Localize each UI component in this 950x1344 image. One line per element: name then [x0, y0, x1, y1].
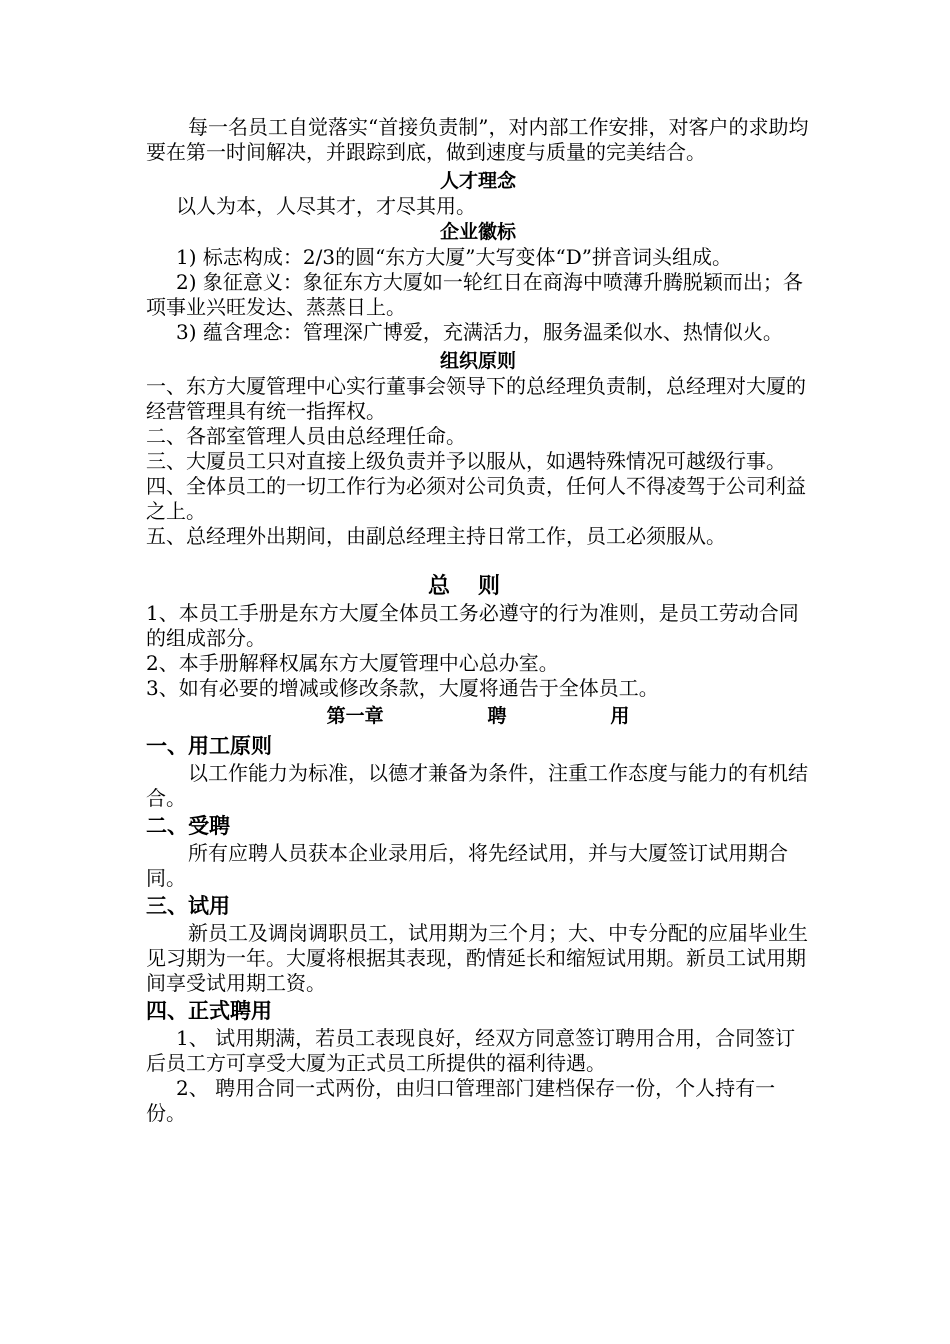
section-heading: 一、用工原则 — [146, 734, 272, 758]
emblem-item: 1) 标志构成：2/3的圆“东方大厦”大写变体“D”拼音词头组成。 — [176, 245, 733, 269]
emblem-item: 3) 蕴含理念：管理深广博爱，充满活力，服务温柔似水、热情似火。 — [176, 320, 783, 344]
section-heading: 三、试用 — [146, 894, 230, 918]
emblem-item: 2) 象征意义：象征东方大厦如一轮红日在商海中喷薄升腾脱颖而出；各项事业兴旺发达、蒸蒸日上。 — [146, 270, 803, 319]
section-text: 以工作能力为标准，以德才兼备为条件，注重工作态度与能力的有机结合。 — [146, 761, 808, 810]
general-item: 2、本手册解释权属东方大厦管理中心总办室。 — [146, 651, 559, 675]
general-title: 总则 — [427, 574, 528, 599]
section-item: 1、 试用期满，若员工表现良好，经双方同意签订聘用合用，合同签订后员工方可享受大厦为正式员工所提供的福利待遇。 — [146, 1026, 796, 1075]
intro-paragraph: 每一名员工自觉落实“首接负责制”，对内部工作安排，对客户的求助均要在第一时间解决，并跟踪到底，做到速度与质量的完美结合。 — [146, 115, 809, 164]
organization-item: 二、各部室管理人员由总经理任命。 — [146, 424, 466, 448]
talent-text: 以人为本，人尽其才，才尽其用。 — [176, 194, 476, 218]
organization-item: 一、东方大厦管理中心实行董事会领导下的总经理负责制，总经理对大厦的经营管理具有统一指挥权。 — [146, 374, 806, 423]
section-text: 新员工及调岗调职员工，试用期为三个月；大、中专分配的应届毕业生见习期为一年。大厦将根据其表现，酌情延长和缩短试用期。新员工试用期间享受试用期工资。 — [146, 921, 808, 995]
section-heading: 四、正式聘用 — [146, 999, 272, 1023]
organization-title: 组织原则 — [439, 350, 516, 372]
section-text: 所有应聘人员获本企业录用后，将先经试用，并与大厦签订试用期合同。 — [146, 841, 788, 890]
talent-title: 人才理念 — [439, 170, 516, 192]
section-heading: 二、受聘 — [146, 814, 230, 838]
organization-item: 五、总经理外出期间，由副总经理主持日常工作，员工必须服从。 — [146, 524, 726, 548]
general-item: 1、本员工手册是东方大厦全体员工务必遵守的行为准则，是员工劳动合同的组成部分。 — [146, 601, 799, 650]
organization-item: 三、大厦员工只对直接上级负责并予以服从，如遇特殊情况可越级行事。 — [146, 449, 786, 473]
general-item: 3、如有必要的增减或修改条款，大厦将通告于全体员工。 — [146, 676, 659, 700]
organization-item: 四、全体员工的一切工作行为必须对公司负责，任何人不得凌驾于公司利益之上。 — [146, 474, 806, 523]
chapter-title: 第一章 聘 用 — [326, 705, 630, 727]
emblem-title: 企业徽标 — [439, 221, 516, 243]
section-item: 2、 聘用合同一式两份，由归口管理部门建档保存一份，个人持有一份。 — [146, 1076, 776, 1125]
document-body — [146, 115, 810, 1126]
